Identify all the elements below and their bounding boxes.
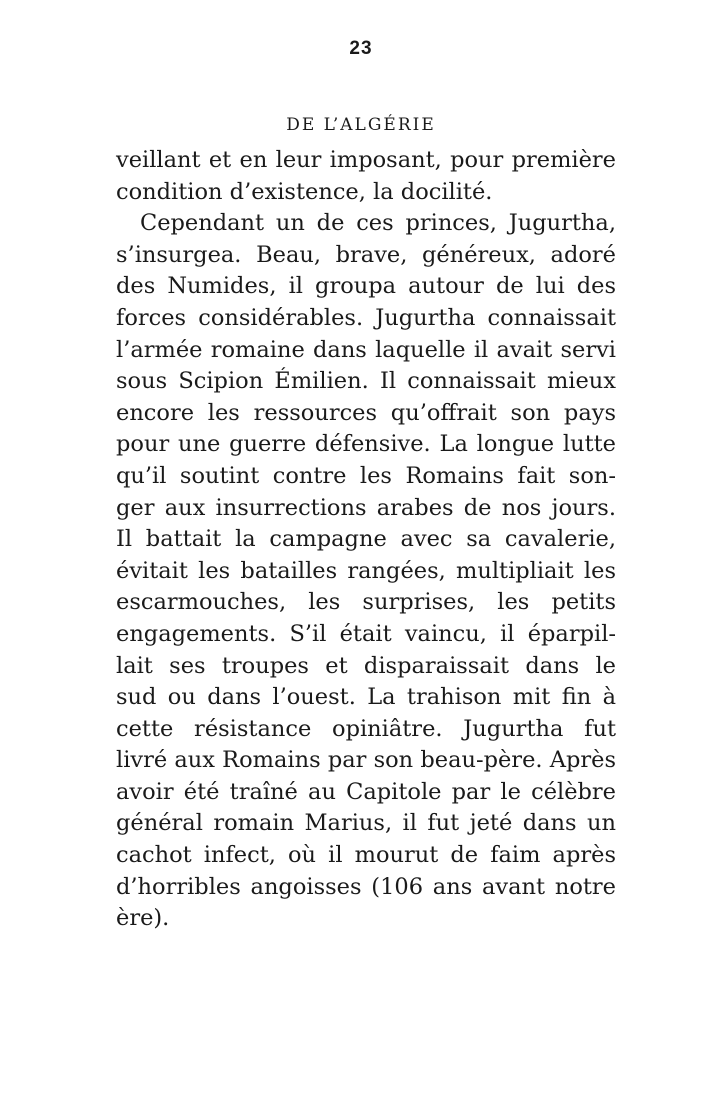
text-line: lait ses troupes et disparaissait dans le — [116, 652, 616, 679]
text-line: livré aux Romains par son beau-père. Après — [116, 747, 616, 774]
text-line: qu’il soutint contre les Romains fait son- — [116, 462, 616, 489]
text-line: d’horribles angoisses (106 ans avant notre — [116, 873, 616, 900]
text-line: Cependant un de ces princes, Jugurtha, — [140, 210, 616, 237]
paragraph-2 — [116, 208, 616, 935]
text-line: avoir été traîné au Capitole par le célèbre — [116, 778, 616, 805]
paragraph-1 — [116, 145, 616, 208]
text-line: engagements. S’il était vaincu, il éparpil- — [116, 620, 616, 647]
text-line: ère). — [116, 905, 170, 932]
text-line: sous Scipion Émilien. Il connaissait mieux — [116, 368, 616, 395]
text-line: des Numides, il groupa autour de lui des — [116, 273, 616, 300]
text-line: forces considérables. Jugurtha connaissait — [116, 304, 616, 331]
text-line: cette résistance opiniâtre. Jugurtha fut — [116, 715, 616, 742]
text-line: évitait les batailles rangées, multipliait les — [116, 557, 616, 584]
text-line: Il battait la campagne avec sa cavalerie, — [116, 526, 616, 553]
text-line: encore les ressources qu’offrait son pays — [116, 399, 616, 426]
text-line: cachot infect, où il mourut de faim après — [116, 842, 616, 869]
body-text — [116, 145, 616, 935]
text-line: général romain Marius, il fut jeté dans un — [116, 810, 616, 837]
text-line: s’insurgea. Beau, brave, généreux, adoré — [116, 241, 616, 268]
text-line: pour une guerre défensive. La longue lutte — [116, 431, 616, 458]
text-line: l’armée romaine dans laquelle il avait servi — [116, 336, 616, 363]
text-line: sud ou dans l’ouest. La trahison mit fin à — [116, 684, 616, 711]
running-head: DE L’ALGÉRIE — [286, 115, 436, 135]
text-line: condition d’existence, la docilité. — [116, 178, 493, 205]
text-line: veillant et en leur imposant, pour première — [116, 147, 616, 173]
text-line: ger aux insurrections arabes de nos jours. — [116, 494, 616, 521]
text-line: escarmouches, les surprises, les petits — [116, 589, 616, 616]
page-number: 23 — [349, 38, 373, 59]
